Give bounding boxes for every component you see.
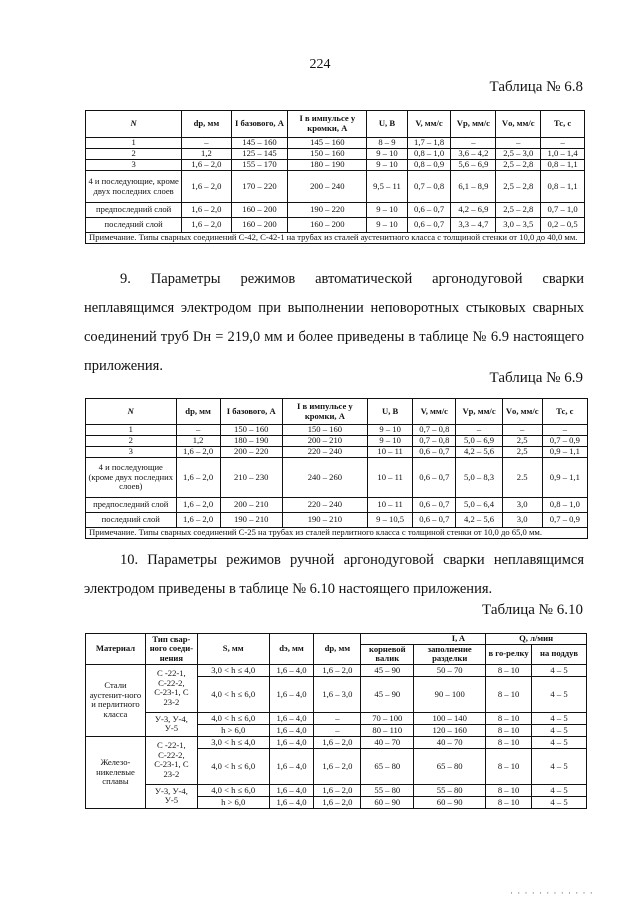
table-cell: 4 – 5 (532, 784, 587, 796)
table-row (86, 138, 585, 149)
table-row (86, 149, 585, 160)
table-cell: 80 – 110 (361, 724, 414, 736)
table-cell: 9 – 10 (367, 218, 407, 233)
table-cell: 190 – 210 (282, 513, 367, 528)
table-cell: 1,6 – 4,0 (269, 748, 314, 784)
table-cell: 200 – 240 (288, 171, 367, 203)
table-cell: 50 – 70 (414, 664, 486, 676)
table-cell: 3,0 (502, 498, 542, 513)
header-cell: dр, мм (176, 399, 220, 425)
table-row (86, 784, 587, 796)
table-cell: – (502, 425, 542, 436)
table-cell: 0,7 – 0,8 (413, 425, 456, 436)
table-cell: 65 – 80 (361, 748, 414, 784)
table-cell: 1,6 – 2,0 (176, 458, 220, 498)
table-row (86, 218, 585, 233)
table-cell: 1,6 – 4,0 (269, 736, 314, 748)
header-cell: dр, мм (182, 111, 231, 138)
paragraph-10-text: электродом приведены в таблице № 6.10 настоящего приложения. (84, 581, 493, 597)
material-cell: Железо-никелевые сплавы (86, 736, 146, 808)
table-cell: h > 6,0 (197, 796, 269, 808)
table-cell: 4,2 – 5,6 (456, 513, 502, 528)
header-root: корневой валик (361, 644, 414, 664)
table-cell: 40 – 70 (414, 736, 486, 748)
table-cell: 1,6 – 2,0 (182, 218, 231, 233)
table-cell: 1,6 – 2,0 (314, 748, 361, 784)
table-6-9-caption: Таблица № 6.9 (489, 370, 583, 386)
table-cell: 2,5 – 2,8 (496, 160, 541, 171)
table-cell: 1,2 (176, 436, 220, 447)
table-cell: 0,7 – 0,9 (542, 436, 587, 447)
table-cell: 4,0 < h ≤ 6,0 (197, 748, 269, 784)
paragraph-9-line1: 9. Параметры режимов автоматической аргонодуговой сварки (120, 271, 584, 287)
header-gas-flow: Q, л/мин (486, 634, 587, 645)
table-cell: 1,6 – 2,0 (314, 796, 361, 808)
table-cell: 3,0 < h ≤ 4,0 (197, 664, 269, 676)
table-cell: 200 – 210 (282, 436, 367, 447)
table-cell: 220 – 240 (282, 447, 367, 458)
table-cell: 240 – 260 (282, 458, 367, 498)
table-cell: 10 – 11 (368, 458, 413, 498)
header-fill: заполнение разделки (414, 644, 486, 664)
table-cell: 0,6 – 0,7 (413, 458, 456, 498)
table-cell: 1,6 – 2,0 (176, 513, 220, 528)
header-material: Материал (86, 634, 146, 665)
table-cell: 160 – 200 (231, 218, 288, 233)
table-cell: 0,7 – 0,8 (407, 171, 451, 203)
table-cell: 8 – 10 (486, 784, 532, 796)
table-row (86, 736, 587, 748)
table-cell: 4,2 – 6,9 (451, 203, 496, 218)
table-cell: 0,6 – 0,7 (407, 203, 451, 218)
table-cell: 170 – 220 (231, 171, 288, 203)
header-cell: N (86, 111, 182, 138)
table-cell: 1,6 – 4,0 (269, 784, 314, 796)
joint-type-cell: С -22-1, С-22-2, С-23-1, С 23-2 (145, 664, 197, 712)
header-torch: в го-релку (486, 644, 532, 664)
paragraph-10-line1: 10. Параметры режимов ручной аргонодуговой сварки неплавящимся (120, 552, 584, 568)
table-cell: 8 – 10 (486, 724, 532, 736)
header-de: dэ, мм (269, 634, 314, 665)
table-cell: 0,7 – 0,8 (413, 436, 456, 447)
table-cell: 4,0 < h ≤ 6,0 (197, 784, 269, 796)
table-cell: 6,1 – 8,9 (451, 171, 496, 203)
header-dp: dр, мм (314, 634, 361, 665)
table-row (86, 203, 585, 218)
joint-type-cell: У-3, У-4, У-5 (145, 784, 197, 808)
table-cell: 5,0 – 6,9 (456, 436, 502, 447)
table-cell: 1,6 – 4,0 (269, 664, 314, 676)
table-cell: 9,5 – 11 (367, 171, 407, 203)
header-current: I, A (361, 634, 486, 645)
table-cell: 3,0 (502, 513, 542, 528)
header-s: S, мм (197, 634, 269, 665)
table-cell: 150 – 160 (282, 425, 367, 436)
table-cell: – (314, 712, 361, 724)
table-cell: 100 – 140 (414, 712, 486, 724)
table-cell: 160 – 200 (288, 218, 367, 233)
table-cell: 1,6 – 2,0 (182, 171, 231, 203)
table-cell: 70 – 100 (361, 712, 414, 724)
table-cell: последний слой (86, 218, 182, 233)
table-cell: 4 и последующие, кроме двух последних слоев (86, 171, 182, 203)
table-cell: 2,5 (502, 447, 542, 458)
table-cell: 220 – 240 (282, 498, 367, 513)
table-cell: 4 – 5 (532, 712, 587, 724)
paragraph-9 (84, 265, 584, 381)
table-cell: 1 (86, 138, 182, 149)
table-cell: 1,6 – 4,0 (269, 796, 314, 808)
table-cell: 2 (86, 436, 177, 447)
table-cell: 8 – 10 (486, 736, 532, 748)
table-cell: 150 – 160 (288, 149, 367, 160)
table-6-10 (85, 633, 587, 809)
header-cell: Vо, мм/с (502, 399, 542, 425)
table-row (86, 425, 588, 436)
table-cell: 9 – 10 (368, 436, 413, 447)
table-cell: 0,7 – 1,0 (541, 203, 585, 218)
table-cell: 60 – 90 (414, 796, 486, 808)
table-cell: 0,2 – 0,5 (541, 218, 585, 233)
header-cell: I в импульсе у кромки, А (288, 111, 367, 138)
table-cell: 1,7 – 1,8 (407, 138, 451, 149)
table-cell: 3,3 – 4,7 (451, 218, 496, 233)
table-cell: 8 – 9 (367, 138, 407, 149)
table-cell: 190 – 210 (220, 513, 282, 528)
joint-type-cell: У-3, У-4, У-5 (145, 712, 197, 736)
table-cell: 0,8 – 0,9 (407, 160, 451, 171)
header-cell: V, мм/с (413, 399, 456, 425)
table-cell: 2 (86, 149, 182, 160)
table-cell: 4,0 < h ≤ 6,0 (197, 676, 269, 712)
table-cell: 120 – 160 (414, 724, 486, 736)
table-cell: 0,8 – 1,1 (541, 160, 585, 171)
table-row (86, 664, 587, 676)
table-cell: 1,0 – 1,4 (541, 149, 585, 160)
table-cell: 200 – 210 (220, 498, 282, 513)
table-cell: 8 – 10 (486, 664, 532, 676)
table-cell: 1,6 – 2,0 (182, 160, 231, 171)
table-cell: 200 – 220 (220, 447, 282, 458)
table-cell: 0,9 – 1,1 (542, 458, 587, 498)
header-cell: U, B (367, 111, 407, 138)
table-cell: 1 (86, 425, 177, 436)
table-cell: 45 – 90 (361, 676, 414, 712)
page-number: 224 (309, 57, 331, 72)
table-6-10-caption: Таблица № 6.10 (482, 602, 583, 618)
table-cell: 4 – 5 (532, 724, 587, 736)
table-cell: 0,7 – 0,9 (542, 513, 587, 528)
header-cell: N (86, 399, 177, 425)
header-cell: Vр, мм/с (451, 111, 496, 138)
header-cell: U, B (368, 399, 413, 425)
table-cell: 55 – 80 (414, 784, 486, 796)
table-row (86, 171, 585, 203)
table-cell: 1,6 – 2,0 (314, 784, 361, 796)
table-cell: 10 – 11 (368, 447, 413, 458)
table-cell: h > 6,0 (197, 724, 269, 736)
header-cell: Тс, с (542, 399, 587, 425)
table-cell: 0,6 – 0,7 (413, 498, 456, 513)
table-cell: предпоследний слой (86, 203, 182, 218)
table-cell: последний слой (86, 513, 177, 528)
table-cell: – (542, 425, 587, 436)
header-cell: V, мм/с (407, 111, 451, 138)
table-cell: 1,6 – 2,0 (176, 447, 220, 458)
header-cell: Vо, мм/с (496, 111, 541, 138)
table-cell: 4 – 5 (532, 736, 587, 748)
table-cell: 0,9 – 1,1 (542, 447, 587, 458)
table-cell: 9 – 10 (367, 203, 407, 218)
table-cell: 1,6 – 2,0 (182, 203, 231, 218)
table-cell: 9 – 10 (367, 149, 407, 160)
table-note: Примечание. Типы сварных соединений С-25 на трубах из сталей перлитного класса с толщиной стенки от 10,0 до 65,0 мм. (86, 528, 588, 539)
table-cell: – (176, 425, 220, 436)
material-cell: Стали аустенит-ного и перлитного класса (86, 664, 146, 736)
paragraph-9-text: неплавящимся электродом при выполнении неповоротных стыковых сварных соединений труб Dн = 219,0 мм и более приведены в таблице № 6.9 настоящего приложения. (84, 300, 584, 374)
table-cell: – (456, 425, 502, 436)
table-cell: 150 – 160 (220, 425, 282, 436)
header-cell: Vр, мм/с (456, 399, 502, 425)
table-cell: 0,8 – 1,0 (542, 498, 587, 513)
table-cell: 90 – 100 (414, 676, 486, 712)
table-6-8 (85, 110, 585, 244)
table-cell: 8 – 10 (486, 712, 532, 724)
table-row (86, 712, 587, 724)
table-cell: 2,5 – 3,0 (496, 149, 541, 160)
table-cell: 9 – 10 (367, 160, 407, 171)
header-cell: I в импульсе у кромки, А (282, 399, 367, 425)
table-cell: 4,0 < h ≤ 6,0 (197, 712, 269, 724)
table-cell: 145 – 160 (231, 138, 288, 149)
table-cell: 4 – 5 (532, 676, 587, 712)
table-cell: – (314, 724, 361, 736)
table-cell: 2,5 – 2,8 (496, 171, 541, 203)
table-cell: 60 – 90 (361, 796, 414, 808)
table-note: Примечание. Типы сварных соединений С-42, С-42-1 на трубах из сталей аустенитного класса с толщиной стенки от 10,0 до 40,0 мм. (86, 233, 585, 244)
table-cell: 145 – 160 (288, 138, 367, 149)
table-row (86, 458, 588, 498)
table-cell: 8 – 10 (486, 796, 532, 808)
table-cell: 2,5 – 2,8 (496, 203, 541, 218)
table-cell: 1,6 – 3,0 (314, 676, 361, 712)
table-cell: 4 – 5 (532, 748, 587, 784)
table-cell: 180 – 190 (220, 436, 282, 447)
table-cell: 160 – 200 (231, 203, 288, 218)
table-cell: 55 – 80 (361, 784, 414, 796)
table-cell: 10 – 11 (368, 498, 413, 513)
table-cell: 210 – 230 (220, 458, 282, 498)
header-joint-type: Тип свар-ного соеди-нения (145, 634, 197, 665)
table-row (86, 513, 588, 528)
table-cell: 5,0 – 8,3 (456, 458, 502, 498)
table-6-8-caption: Таблица № 6.8 (489, 79, 583, 95)
header-cell: I базового, А (220, 399, 282, 425)
table-cell: 4 – 5 (532, 664, 587, 676)
table-cell: 5,0 – 6,4 (456, 498, 502, 513)
table-6-9 (85, 398, 588, 539)
table-cell: 4 – 5 (532, 796, 587, 808)
scan-artifact: · · · · · · · · · · · · (510, 888, 594, 898)
table-cell: – (496, 138, 541, 149)
table-cell: 2,5 (502, 436, 542, 447)
table-cell: – (451, 138, 496, 149)
table-cell: 8 – 10 (486, 748, 532, 784)
table-cell: 3,0 < h ≤ 4,0 (197, 736, 269, 748)
table-cell: – (541, 138, 585, 149)
table-cell: – (182, 138, 231, 149)
header-cell: I базового, А (231, 111, 288, 138)
table-cell: 9 – 10 (368, 425, 413, 436)
table-cell: 0,6 – 0,7 (413, 513, 456, 528)
table-cell: 3,6 – 4,2 (451, 149, 496, 160)
table-cell: 0,6 – 0,7 (413, 447, 456, 458)
table-cell: 4,2 – 5,6 (456, 447, 502, 458)
table-row (86, 447, 588, 458)
table-cell: 1,6 – 2,0 (314, 736, 361, 748)
table-cell: 190 – 220 (288, 203, 367, 218)
table-cell: 3 (86, 160, 182, 171)
table-cell: 40 – 70 (361, 736, 414, 748)
paragraph-10 (84, 546, 584, 604)
table-cell: 45 – 90 (361, 664, 414, 676)
table-cell: предпоследний слой (86, 498, 177, 513)
header-cell: Тс, с (541, 111, 585, 138)
table-row (86, 498, 588, 513)
table-cell: 3,0 – 3,5 (496, 218, 541, 233)
table-cell: 9 – 10,5 (368, 513, 413, 528)
table-cell: 125 – 145 (231, 149, 288, 160)
header-backing: на поддув (532, 644, 587, 664)
table-cell: 0,8 – 1,1 (541, 171, 585, 203)
table-cell: 3 (86, 447, 177, 458)
joint-type-cell: С -22-1, С-22-2, С-23-1, С 23-2 (145, 736, 197, 784)
table-cell: 1,6 – 4,0 (269, 676, 314, 712)
table-cell: 0,6 – 0,7 (407, 218, 451, 233)
table-cell: 2.5 (502, 458, 542, 498)
table-cell: 65 – 80 (414, 748, 486, 784)
table-cell: 1,6 – 2,0 (314, 664, 361, 676)
table-cell: 5,6 – 6,9 (451, 160, 496, 171)
table-cell: 4 и последующие (кроме двух последних слоев) (86, 458, 177, 498)
table-cell: 1,6 – 2,0 (176, 498, 220, 513)
table-cell: 0,8 – 1,0 (407, 149, 451, 160)
table-row (86, 160, 585, 171)
table-cell: 180 – 190 (288, 160, 367, 171)
table-cell: 1,6 – 4,0 (269, 724, 314, 736)
table-row (86, 436, 588, 447)
table-cell: 8 – 10 (486, 676, 532, 712)
table-cell: 1,6 – 4,0 (269, 712, 314, 724)
table-cell: 155 – 170 (231, 160, 288, 171)
table-cell: 1,2 (182, 149, 231, 160)
